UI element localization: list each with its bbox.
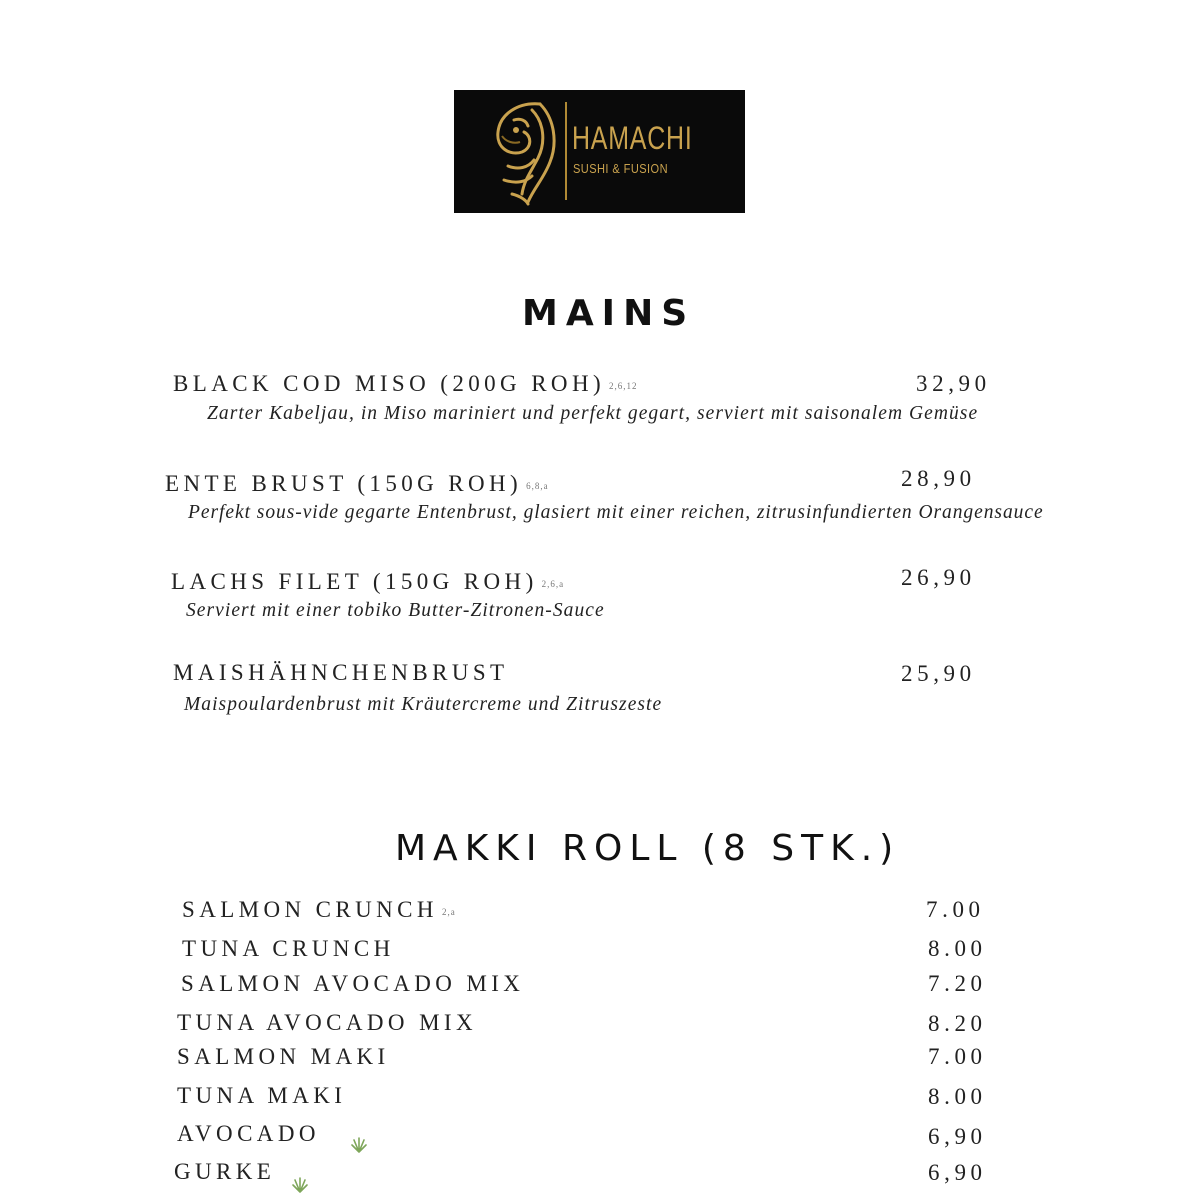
allergen-codes: 2,6,12 — [609, 381, 638, 391]
makki-item-name: AVOCADO — [177, 1121, 320, 1146]
makki-item-price: 8.20 — [928, 1011, 987, 1036]
vegan-leaf-icon — [350, 1136, 368, 1154]
logo-divider — [565, 102, 567, 200]
makki-item-name: SALMON MAKI — [177, 1044, 390, 1069]
menu-item-name: BLACK COD MISO (200G ROH) $^{2,6,12}$ — [173, 371, 638, 396]
makki-item-name: GURKE — [174, 1159, 276, 1184]
logo-name: HAMACHI — [572, 120, 693, 156]
menu-item-description: Zarter Kabeljau, in Miso mariniert und perfekt gegart, serviert mit saisonalem Gemüse — [207, 403, 979, 424]
makki-item-price: 8.00 — [928, 936, 987, 961]
menu-item-description: Serviert mit einer tobiko Butter-Zitronen-Sauce — [186, 600, 605, 621]
menu-item-price: 26,90 — [901, 565, 976, 590]
makki-section-title: MAKKI ROLL (8 STK.) — [395, 828, 901, 869]
menu-item-description: Maispoulardenbrust mit Kräutercreme und Zitruszeste — [184, 694, 663, 715]
logo-subtitle: SUSHI & FUSION — [573, 161, 668, 176]
allergen-codes: 6,8,a — [526, 481, 549, 491]
menu-item-price: 32,90 — [916, 371, 991, 396]
makki-item-price: 6,90 — [928, 1124, 987, 1149]
menu-item-name: LACHS FILET (150G ROH) $^{2,6,a}$ — [171, 569, 565, 594]
restaurant-logo — [454, 90, 745, 213]
allergen-codes: 2,6,a — [541, 579, 565, 589]
makki-item-price: 7.00 — [928, 1044, 987, 1069]
menu-item-price: 28,90 — [901, 466, 976, 491]
makki-item-name: TUNA CRUNCH — [182, 936, 395, 961]
menu-item-name: ENTE BRUST (150G ROH) $^{6,8,a}$ — [165, 471, 549, 496]
makki-item-name: TUNA AVOCADO MIX — [177, 1010, 477, 1035]
menu-item-price: 25,90 — [901, 661, 976, 686]
makki-item-price: 7.20 — [928, 971, 987, 996]
allergen-codes: 2,a — [441, 907, 456, 917]
makki-item-price: 8.00 — [928, 1084, 987, 1109]
makki-item-name: TUNA MAKI — [177, 1083, 347, 1108]
makki-item-name: SALMON CRUNCH $^{2,a}$ — [182, 897, 456, 922]
menu-item-name: MAISHÄHNCHENBRUST — [173, 660, 509, 685]
mains-section-title: MAINS — [522, 293, 696, 334]
makki-item-name: SALMON AVOCADO MIX — [181, 971, 525, 996]
makki-item-price: 7.00 — [926, 897, 985, 922]
vegan-leaf-icon — [291, 1176, 309, 1194]
makki-item-price: 6,90 — [928, 1160, 987, 1185]
menu-item-description: Perfekt sous-vide gegarte Entenbrust, glasiert mit einer reichen, zitrusinfundierten Orangensauce — [188, 502, 1044, 523]
golden-fish-icon — [488, 96, 562, 208]
